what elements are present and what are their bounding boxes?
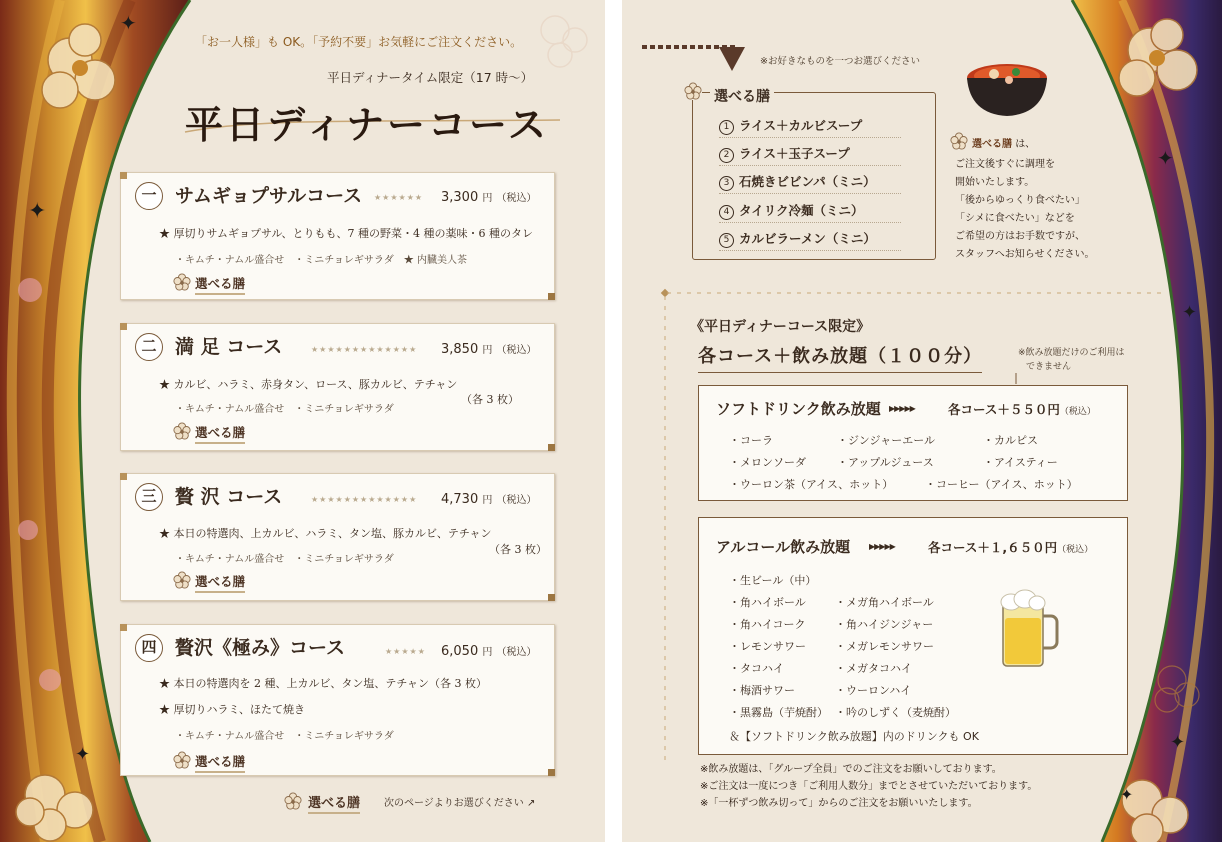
- flower-icon: [173, 571, 191, 589]
- drink-item: ・メガレモンサワー: [835, 640, 934, 653]
- price-value: 6,050: [441, 644, 479, 659]
- course-name: 贅 沢 コース: [175, 486, 283, 508]
- course-name: 満 足 コース: [175, 336, 283, 358]
- drink-item: ・角ハイボール: [729, 596, 806, 609]
- course-detail: ★ 本日の特選肉を 2 種、上カルビ、タン塩、テチャン（各 3 枚）: [159, 677, 488, 690]
- price-value: 各コース＋１,６５０円: [928, 540, 1058, 555]
- course-detail: ★ 厚切りサムギョプサル、とりもも、7 種の野菜・4 種の薬味・6 種のタレ: [159, 227, 533, 240]
- soft-drink-price: [948, 400, 1096, 418]
- select-item: [719, 229, 901, 251]
- price-tax: （税込）: [496, 495, 537, 506]
- soft-drink-ok-note: ＆【ソフトドリンク飲み放題】内のドリンクも OK: [729, 730, 979, 743]
- item-number: 1: [719, 120, 734, 135]
- course-detail: ・キムチ・ナムル盛合せ ・ミニチョレギサラダ: [175, 404, 394, 415]
- svg-text:✦: ✦: [75, 744, 91, 765]
- course-price: [441, 189, 537, 205]
- course-detail: （各 3 枚）: [489, 543, 547, 556]
- item-label: 石焼きビビンパ（ミニ）: [739, 174, 876, 189]
- item-number: 5: [719, 233, 734, 248]
- select-desc-line: 開始いたします。: [955, 177, 1035, 188]
- limited-heading: 《平日ディナーコース限定》: [690, 319, 871, 335]
- select-desc-suffix: は、: [1015, 139, 1036, 150]
- select-desc-line: ご希望の方はお手数ですが、: [955, 231, 1085, 242]
- dot-leader: ★★★★★★★★★★★★★: [311, 495, 418, 504]
- price-unit: 円: [482, 495, 493, 506]
- footnote: ※飲み放題は、「グループ全員」でのご注文をお願いしております。: [700, 764, 1002, 775]
- arrow-down-icon: [642, 43, 750, 73]
- pick-one-note: ※お好きなものを一つお選びください: [760, 56, 920, 67]
- course-numeral: 一: [135, 182, 163, 210]
- course-detail: （各 3 枚）: [461, 393, 519, 406]
- drink-item: ・黒霧島（芋焼酎）: [729, 706, 828, 719]
- drink-item: ・カルピス: [983, 434, 1038, 447]
- item-number: 3: [719, 176, 734, 191]
- drink-item: ・梅酒サワー: [729, 684, 795, 697]
- course-name: サムギョプサルコース: [175, 185, 363, 207]
- select-meal-badge: 選べる膳: [195, 274, 245, 295]
- page-gutter: [605, 0, 622, 842]
- drink-item: ・ジンジャーエール: [837, 434, 936, 447]
- dinner-time-note: 平日ディナータイム限定（17 時〜）: [327, 70, 534, 85]
- price-unit: 円: [482, 345, 493, 356]
- course-name: 贅沢《極み》コース: [175, 637, 346, 659]
- drink-item: ・レモンサワー: [729, 640, 806, 653]
- select-desc-line: ご注文後すぐに調理を: [955, 159, 1055, 170]
- course-detail: ★ 本日の特選肉、上カルビ、ハラミ、タン塩、豚カルビ、テチャン: [159, 527, 492, 540]
- drink-item: ・コーヒー（アイス、ホット）: [925, 478, 1078, 491]
- svg-text:✦: ✦: [1120, 785, 1134, 804]
- all-course-heading: 各コース＋飲み放題（１００分）: [698, 342, 982, 373]
- course-detail: ★ 厚切りハラミ、ほたて焼き: [159, 703, 306, 716]
- course-price: [441, 491, 537, 507]
- dot-leader: ★★★★★: [385, 647, 426, 656]
- dot-leader: ★★★★★★: [374, 193, 424, 202]
- top-note: 「お一人様」も OK。「予約不要」お気軽にご注文ください。: [195, 35, 523, 49]
- select-desc-line: スタッフへお知らせください。: [955, 249, 1095, 260]
- svg-text:✦: ✦: [120, 11, 137, 35]
- arrow-icon: ▶▶▶▶▶: [889, 404, 915, 413]
- next-page-note: 次のページよりお選びください ↗: [384, 798, 536, 809]
- item-label: ライス＋カルビスープ: [739, 118, 863, 133]
- soft-drink-box: [698, 385, 1128, 501]
- flower-icon: [950, 132, 968, 150]
- beer-mug-image: [997, 588, 1059, 670]
- soft-drink-title: ソフトドリンク飲み放題: [716, 400, 881, 418]
- select-desc-badge: 選べる膳: [972, 139, 1012, 150]
- flower-icon: [684, 82, 702, 100]
- price-tax: （税込）: [496, 345, 537, 356]
- drink-item: ・メガタコハイ: [835, 662, 912, 675]
- flower-icon: [173, 273, 191, 291]
- flower-icon: [173, 751, 191, 769]
- drink-item: ・コーラ: [729, 434, 773, 447]
- course-card-2: [120, 323, 555, 451]
- right-page: [622, 0, 1222, 842]
- course-detail: ・キムチ・ナムル盛合せ ・ミニチョレギサラダ ★ 内臓美人茶: [175, 255, 467, 266]
- select-item: [719, 201, 901, 223]
- select-desc-line: 「シメに食べたい」などを: [955, 213, 1075, 224]
- item-label: タイリク冷麺（ミニ）: [739, 203, 864, 218]
- select-meal-badge: 選べる膳: [308, 792, 360, 814]
- item-number: 4: [719, 205, 734, 220]
- course-card-1: [120, 172, 555, 300]
- price-unit: 円: [482, 647, 493, 658]
- drink-item: ・ウーロン茶（アイス、ホット）: [729, 478, 894, 491]
- course-detail: ・キムチ・ナムル盛合せ ・ミニチョレギサラダ: [175, 731, 394, 742]
- select-item: [719, 172, 901, 194]
- price-tax: （税込）: [496, 193, 537, 204]
- svg-text:✦: ✦: [28, 199, 47, 224]
- price-tax: （税込）: [496, 647, 537, 658]
- footnote: ※ご注文は一度につき「ご利用人数分」までとさせていただいております。: [700, 781, 1038, 792]
- dot-leader: ★★★★★★★★★★★★★: [311, 345, 418, 354]
- select-item: [719, 144, 901, 166]
- price-tax: （税込）: [1059, 407, 1096, 417]
- select-item: [719, 116, 901, 138]
- course-numeral: 三: [135, 483, 163, 511]
- price-value: 3,850: [441, 342, 479, 357]
- soup-bowl-image: [964, 56, 1050, 122]
- item-label: カルビラーメン（ミニ）: [739, 231, 876, 246]
- course-detail: ★ カルビ、ハラミ、赤身タン、ロース、豚カルビ、テチャン: [159, 378, 458, 391]
- item-label: ライス＋玉子スープ: [739, 146, 850, 161]
- select-desc-head: [972, 135, 1035, 150]
- footnote: ※「一杯ずつ飲み切って」からのご注文をお願いいたします。: [700, 798, 978, 809]
- alcohol-box: [698, 517, 1128, 755]
- left-page: [0, 0, 605, 842]
- alcohol-price: [928, 538, 1093, 556]
- drink-item: ・アップルジュース: [837, 456, 934, 469]
- all-course-note: ※飲み放題だけのご利用は: [1018, 348, 1125, 358]
- drink-item: ・吟のしずく（麦焼酎）: [835, 706, 956, 719]
- price-value: 4,730: [441, 492, 479, 507]
- drink-item: ・生ビール（中）: [729, 574, 817, 587]
- select-desc-line: 「後からゆっくり食べたい」: [955, 195, 1085, 206]
- course-price: [441, 341, 537, 357]
- svg-text:✦: ✦: [1170, 732, 1186, 753]
- drink-item: ・タコハイ: [729, 662, 784, 675]
- course-price: [441, 643, 537, 659]
- svg-text:✦: ✦: [1157, 146, 1174, 170]
- drink-item: ・角ハイジンジャー: [835, 618, 934, 631]
- price-unit: 円: [482, 193, 493, 204]
- select-meal-title: 選べる膳: [710, 86, 774, 106]
- select-meal-badge: 選べる膳: [195, 752, 245, 773]
- flower-icon: [284, 792, 302, 810]
- drink-item: ・メロンソーダ: [729, 456, 806, 469]
- drink-item: ・ウーロンハイ: [835, 684, 912, 697]
- item-number: 2: [719, 148, 734, 163]
- drink-item: ・メガ角ハイボール: [835, 596, 934, 609]
- select-meal-badge: 選べる膳: [195, 423, 245, 444]
- course-card-4: [120, 624, 555, 776]
- price-tax: （税込）: [1057, 545, 1094, 555]
- alcohol-title: アルコール飲み放題: [716, 538, 851, 556]
- select-meal-badge: 選べる膳: [195, 572, 245, 593]
- all-course-note: できません: [1026, 362, 1072, 372]
- price-value: 3,300: [441, 190, 479, 205]
- course-numeral: 四: [135, 634, 163, 662]
- page-title: 平日ディナーコース: [185, 102, 550, 147]
- course-numeral: 二: [135, 333, 163, 361]
- course-card-3: [120, 473, 555, 601]
- flower-icon: [173, 422, 191, 440]
- svg-text:✦: ✦: [1182, 302, 1198, 323]
- arrow-icon: ▶▶▶▶▶: [869, 542, 895, 551]
- price-value: 各コース＋５５０円: [948, 402, 1060, 417]
- drink-item: ・角ハイコーク: [729, 618, 806, 631]
- drink-item: ・アイスティー: [983, 456, 1058, 469]
- course-detail: ・キムチ・ナムル盛合せ ・ミニチョレギサラダ: [175, 554, 394, 565]
